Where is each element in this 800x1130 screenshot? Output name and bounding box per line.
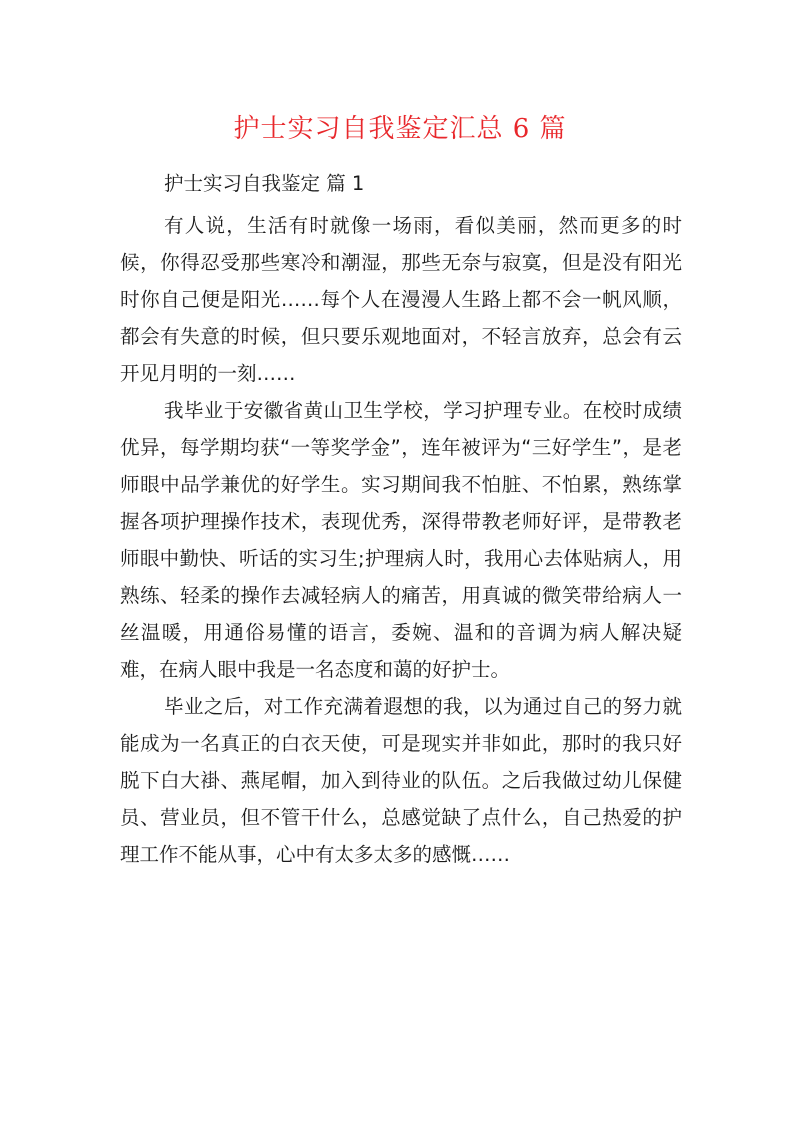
paragraph-3: 毕业之后，对工作充满着遐想的我，以为通过自己的努力就能成为一名真正的白衣天使，可是现实并非如此，那时的我只好脱下白大褂、燕尾帽，加入到待业的队伍。之后我做过幼儿保健员、营业员，但不管干什么，总感觉缺了点什么，自己热爱的护理工作不能从事，心中有太多太多的感慨…… xyxy=(120,695,682,866)
document-title: 护士实习自我鉴定汇总 6 篇 xyxy=(233,114,567,144)
paragraph-2: 我毕业于安徽省黄山卫生学校，学习护理专业。在校时成绩优异，每学期均获“一等奖学金”，连年被评为“三好学生”，是老师眼中品学兼优的好学生。实习期间我不怕脏、不怕累，熟练掌握各项护理操作技术，表现优秀，深得带教老师好评，是带教老师眼中勤快、听话的实习生;护理病人时，我用心去体贴病人，用熟练、轻柔的操作去减轻病人的痛苦，用真诚的微笑带给病人一丝温暖，用通俗易懂的语言，委婉、温和的音调为病人解决疑难，在病人眼中我是一名态度和蔼的好护士。 xyxy=(120,399,682,681)
paragraph-1: 有人说，生活有时就像一场雨，看似美丽，然而更多的时候，你得忍受那些寒冷和潮湿，那些无奈与寂寞，但是没有阳光时你自己便是阳光……每个人在漫漫人生路上都不会一帆风顺，都会有失意的时候，但只要乐观地面对，不轻言放弃，总会有云开见月明的一刻…… xyxy=(120,214,682,385)
section-heading: 护士实习自我鉴定 篇 1 xyxy=(164,172,365,195)
document-body xyxy=(120,207,682,873)
